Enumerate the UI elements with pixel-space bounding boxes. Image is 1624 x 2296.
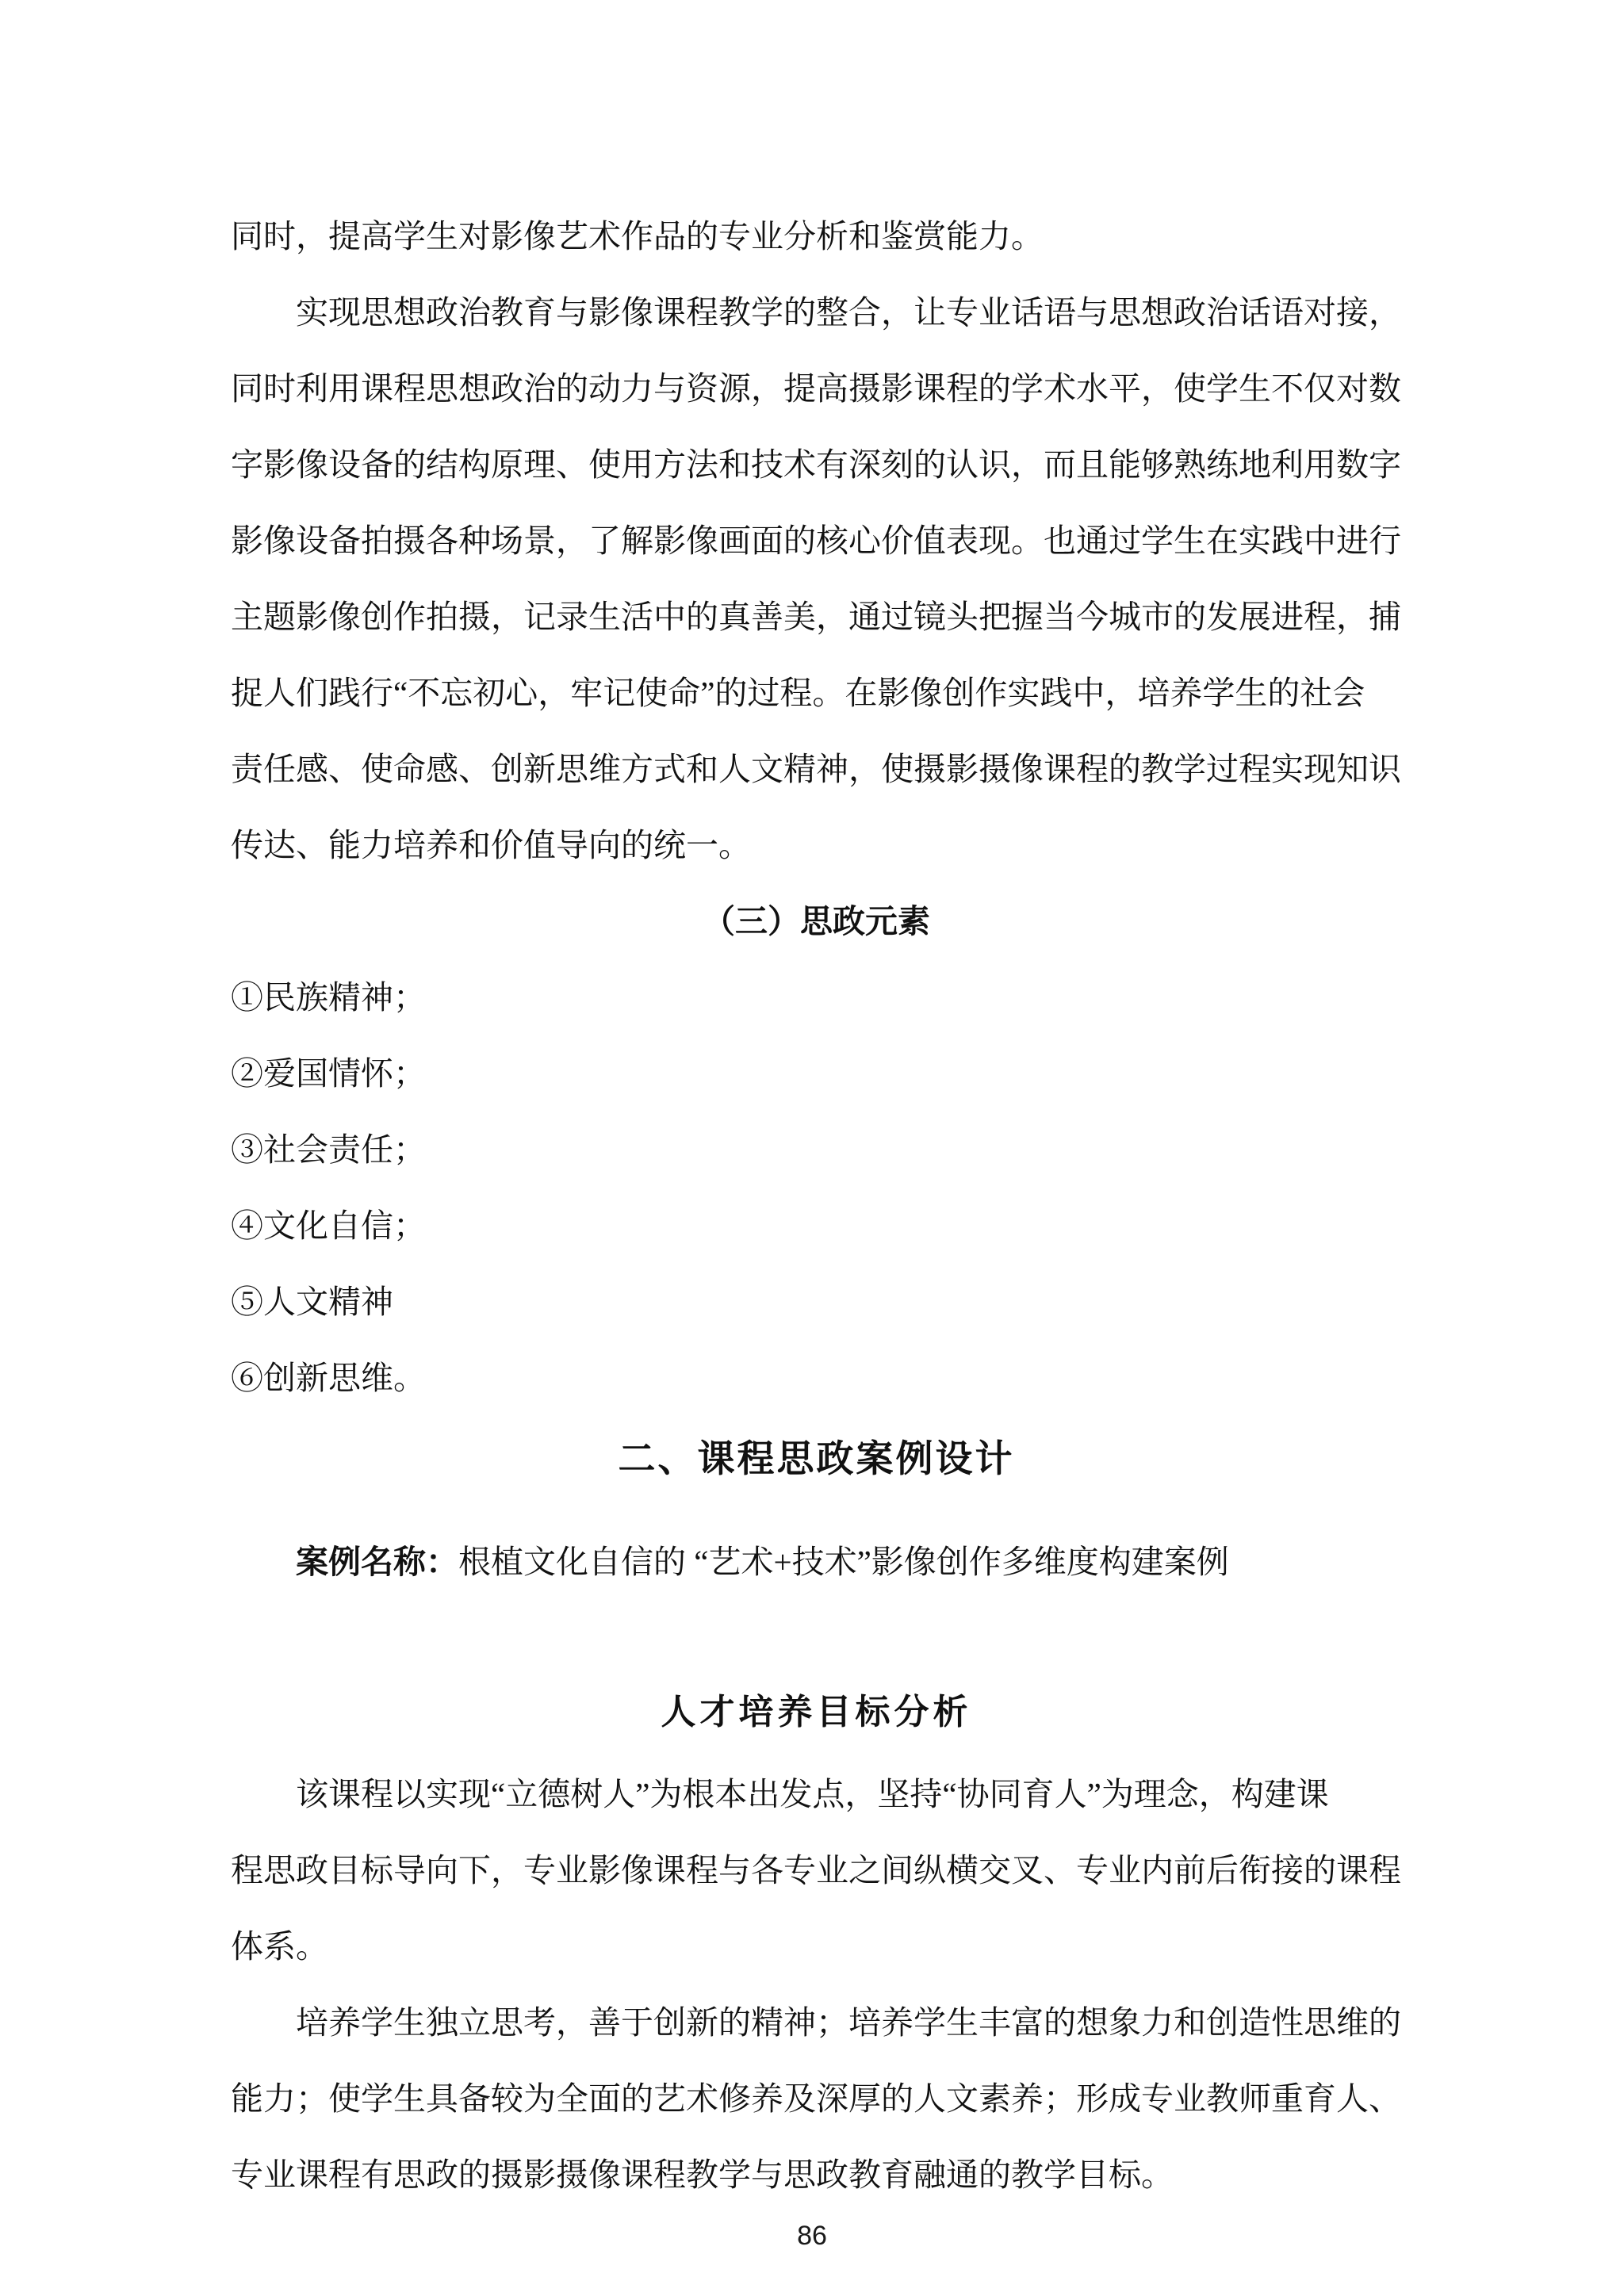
list-item: ①民族精神； <box>231 979 426 1016</box>
page-number: 86 <box>797 2221 827 2251</box>
case-name-label: 案例名称： <box>296 1544 458 1580</box>
body-line: 主题影像创作拍摄，记录生活中的真善美，通过镜头把握当今城市的发展进程，捕 <box>231 599 1401 635</box>
body-line: 捉人们践行“不忘初心，牢记使命”的过程。在影像创作实践中，培养学生的社会 <box>231 675 1365 711</box>
body-line: 传达、能力培养和价值导向的统一。 <box>231 827 751 863</box>
subsection-heading: 人才培养目标分析 <box>661 1693 972 1732</box>
case-name-line <box>231 1524 1402 1600</box>
body-line: 字影像设备的结构原理、使用方法和技术有深刻的认识，而且能够熟练地利用数字 <box>231 446 1401 483</box>
body-line: 影像设备拍摄各种场景，了解影像画面的核心价值表现。也通过学生在实践中进行 <box>231 522 1401 559</box>
body-line: 体系。 <box>231 1928 328 1965</box>
body-line: 同时利用课程思想政治的动力与资源，提高摄影课程的学术水平，使学生不仅对数 <box>231 370 1401 407</box>
case-name-text: 根植文化自信的 “艺术+技术”影像创作多维度构建案例 <box>458 1544 1229 1580</box>
body-line: 专业课程有思政的摄影摄像课程教学与思政教育融通的教学目标。 <box>231 2156 1174 2193</box>
list-item: ④文化自信； <box>231 1207 426 1244</box>
body-line: 能力；使学生具备较为全面的艺术修养及深厚的人文素养；形成专业教师重育人、 <box>231 2080 1401 2117</box>
document-text-block <box>231 198 1402 2213</box>
section-heading: （三）思政元素 <box>703 903 930 939</box>
list-item: ②爱国情怀； <box>231 1055 426 1092</box>
paragraph-first-line: 该课程以实现“立德树人”为根本出发点，坚持“协同育人”为理念，构建课 <box>296 1776 1329 1812</box>
paragraph-first-line: 实现思想政治教育与影像课程教学的整合，让专业话语与思想政治话语对接， <box>296 294 1401 331</box>
body-line: 责任感、使命感、创新思维方式和人文精神，使摄影摄像课程的教学过程实现知识 <box>231 751 1401 787</box>
list-item: ⑤人文精神 <box>231 1284 393 1320</box>
body-line: 程思政目标导向下，专业影像课程与各专业之间纵横交叉、专业内前后衔接的课程 <box>231 1852 1401 1888</box>
body-line: 同时，提高学生对影像艺术作品的专业分析和鉴赏能力。 <box>231 218 1044 254</box>
paragraph-first-line: 培养学生独立思考，善于创新的精神；培养学生丰富的想象力和创造性思维的 <box>296 2004 1401 2041</box>
list-item: ③社会责任； <box>231 1131 426 1168</box>
list-item: ⑥创新思维。 <box>231 1360 426 1396</box>
chapter-heading: 二、课程思政案例设计 <box>618 1439 1015 1480</box>
